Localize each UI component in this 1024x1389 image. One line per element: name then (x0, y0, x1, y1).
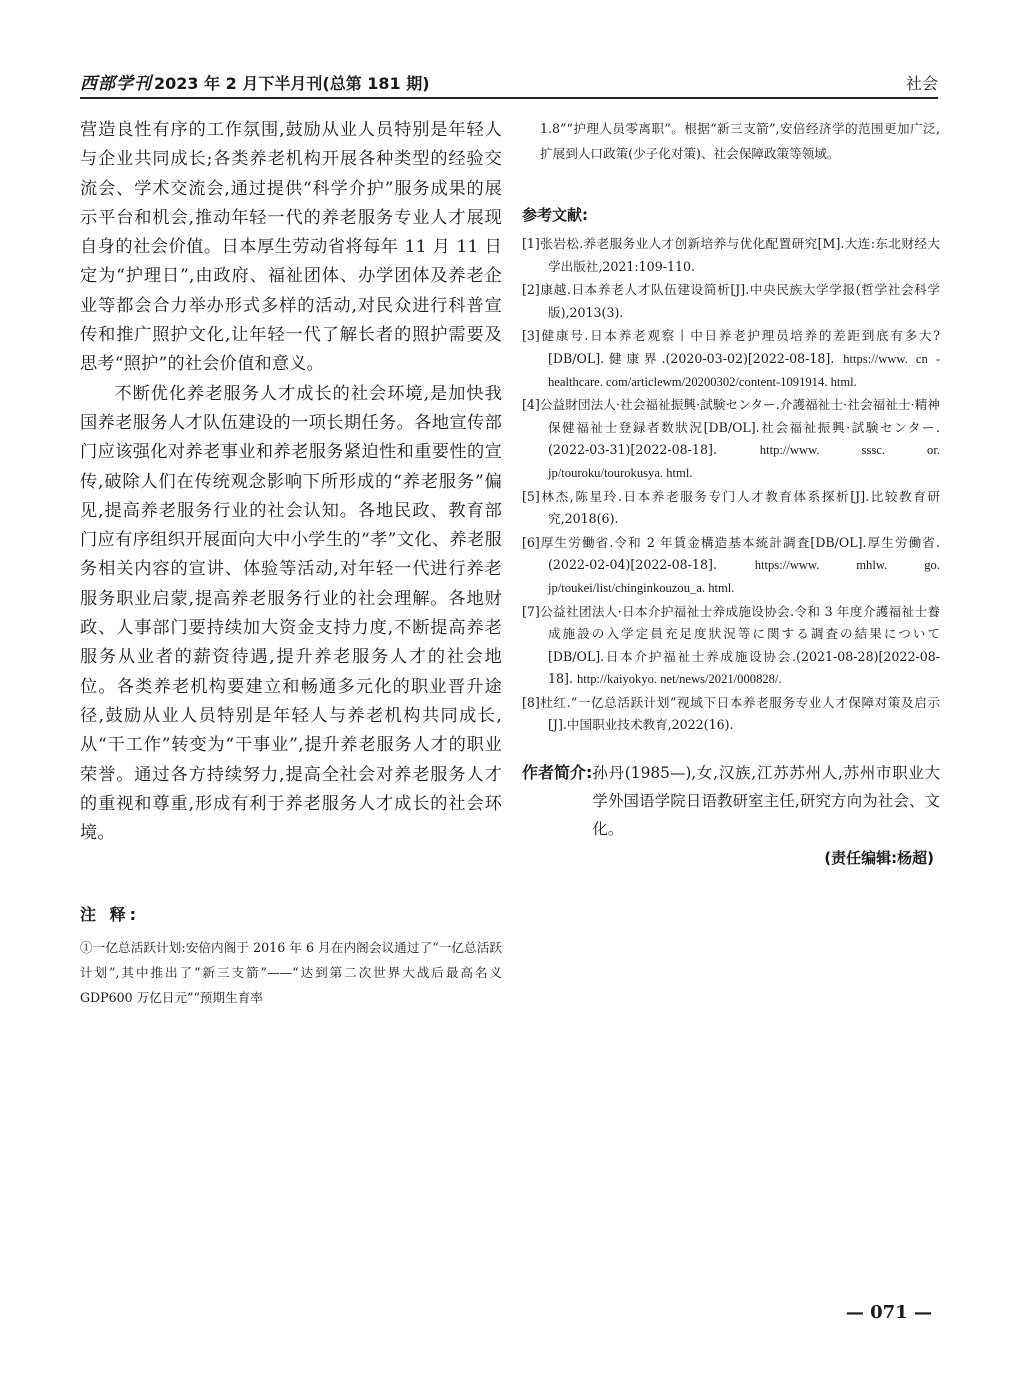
author-bio (522, 759, 940, 843)
reference-item: [5]林杰,陈星玲.日本养老服务专门人才教育体系探析[J].比较教育研究,2018(6). (522, 488, 940, 527)
reference-url[interactable]: https://www. mhlw. go. jp/toukei/list/chinginkouzou_a. html. (548, 558, 940, 595)
left-column (80, 116, 502, 1010)
reference-item: [3]健康号.日本养老观察丨中日养老护理员培养的差距到底有多大?[DB/OL].健康界.(2020-03-02)[2022-08-18]. https://www. cn - healthcare. com/articlewm/20200302/content-1091914. html. (522, 328, 941, 389)
page-header (80, 71, 938, 99)
reference-url[interactable]: http://kaiyokyo. net/news/2021/000828/. (576, 672, 782, 687)
reference-item: [8]杜红.“一亿总活跃计划”视域下日本养老服务专业人才保障对策及启示[J].中国职业技术教育,2022(16). (522, 694, 940, 733)
editor-credit: (责任编辑:杨超) (824, 849, 934, 868)
reference-item: [4]公益財団法人·社会福祉振興·試験センター.介護福祉士·社会福祉士·精神保健福祉士登録者数狀況[DB/OL].社会福祉振興·試験センター.(2022-03-31)[2022-08-18]. http://www. sssc. or. jp/touroku/tourokusya. html. (522, 397, 940, 480)
reference-item: [6]厚生労働省.令和 2 年賃金構造基本統計調査[DB/OL].厚生労働省.(2022-02-04)[2022-08-18]. https://www. mhlw. go. jp/toukei/list/chinginkouzou_a. html. (522, 534, 940, 595)
references-list (522, 233, 940, 737)
body-paragraph-1: 营造良性有序的工作氛围,鼓励从业人员特别是年轻人与企业共同成长;各类养老机构开展各种类型的经验交流会、学术交流会,通过提供“科学介护”服务成果的展示平台和机会,推动年轻一代的养老服务专业人才展现自身的社会价值。日本厚生劳动省将每年 11 月 11 日定为“护理日”,由政府、福祉团体、办学团体及养老企业等都会合力举办形式多样的活动,对民众进行科普宣传和推广照护文化,让年轻一代了解长者的照护需要及思考“照护”的社会价值和意义。 (80, 120, 502, 375)
references-title: 参考文献: (522, 206, 588, 224)
reference-item: [7]公益社团法人·日本介护福祉士养成施设协会.令和 3 年度介護福祉士養成施設の入学定員充足度狀況等に関する調査の結果について[DB/OL].日本介护福祉士养成施设协会.(2021-08-28)[2022-08-18]. http://kaiyokyo. net/news/2021/000828/. (522, 603, 940, 687)
journal-logo: 西部学刊 (80, 74, 152, 94)
notes-title: 注 释: (80, 905, 140, 925)
reference-url[interactable]: http://www. sssc. or. jp/touroku/tourokusya. html. (548, 443, 940, 480)
issue-info: 2023 年 2 月下半月刊(总第 181 期) (154, 74, 430, 93)
section-name: 社会 (905, 74, 938, 93)
page-number: — 071 — (845, 1302, 932, 1323)
reference-url[interactable]: https://www. cn - healthcare. com/articlewm/20200302/content-1091914. html. (548, 351, 941, 389)
reference-item: [1]张岩松.养老服务业人才创新培养与优化配置研究[M].大连:东北财经大学出版社,2021:109-110. (522, 236, 940, 274)
note-1-continued: 1.8”“护理人员零离职”。根据“新三支箭”,安倍经济学的范围更加广泛,扩展到人口政策(少子化对策)、社会保障政策等领域。 (540, 121, 940, 161)
note-1: ①一亿总活跃计划:安倍内阁于 2016 年 6 月在内阁会议通过了“一亿总活跃计划”,其中推出了“新三支箭”——“达到第二次世界大战后最高名义 GDP600 万亿日元”“预期生育率 (80, 940, 502, 1006)
author-text: 孙丹(1985—),女,汉族,江苏苏州人,苏州市职业大学外国语学院日语教研室主任,研究方向为社会、文化。 (592, 764, 940, 839)
right-column (522, 116, 940, 868)
header-left (80, 69, 430, 97)
body-paragraph-2: 不断优化养老服务人才成长的社会环境,是加快我国养老服务人才队伍建设的一项长期任务。各地宣传部门应该强化对养老事业和养老服务紧迫性和重要性的宣传,破除人们在传统观念影响下所形成的“养老服务”偏见,提高养老服务行业的社会认知。各地民政、教育部门应有序组织开展面向大中小学生的“孝”文化、养老服务相关内容的宣讲、体验等活动,对年轻一代进行养老服务职业启蒙,提高养老服务行业的社会理解。各地财政、人事部门要持续加大资金支持力度,不断提高养老服务从业者的薪资待遇,提升养老服务人才的社会地位。各类养老机构要建立和畅通多元化的职业晋升途径,鼓励从业人员特别是年轻人与养老机构共同成长,从“干工作”转变为“干事业”,提升养老服务人才的职业荣誉。通过各方持续努力,提高全社会对养老服务人才的重视和尊重,形成有利于养老服务人才成长的社会环境。 (80, 383, 502, 844)
author-label: 作者简介: (522, 763, 593, 783)
reference-item: [2]康越.日本养老人才队伍建设简析[J].中央民族大学学报(哲学社会科学版),2013(3). (522, 282, 940, 320)
